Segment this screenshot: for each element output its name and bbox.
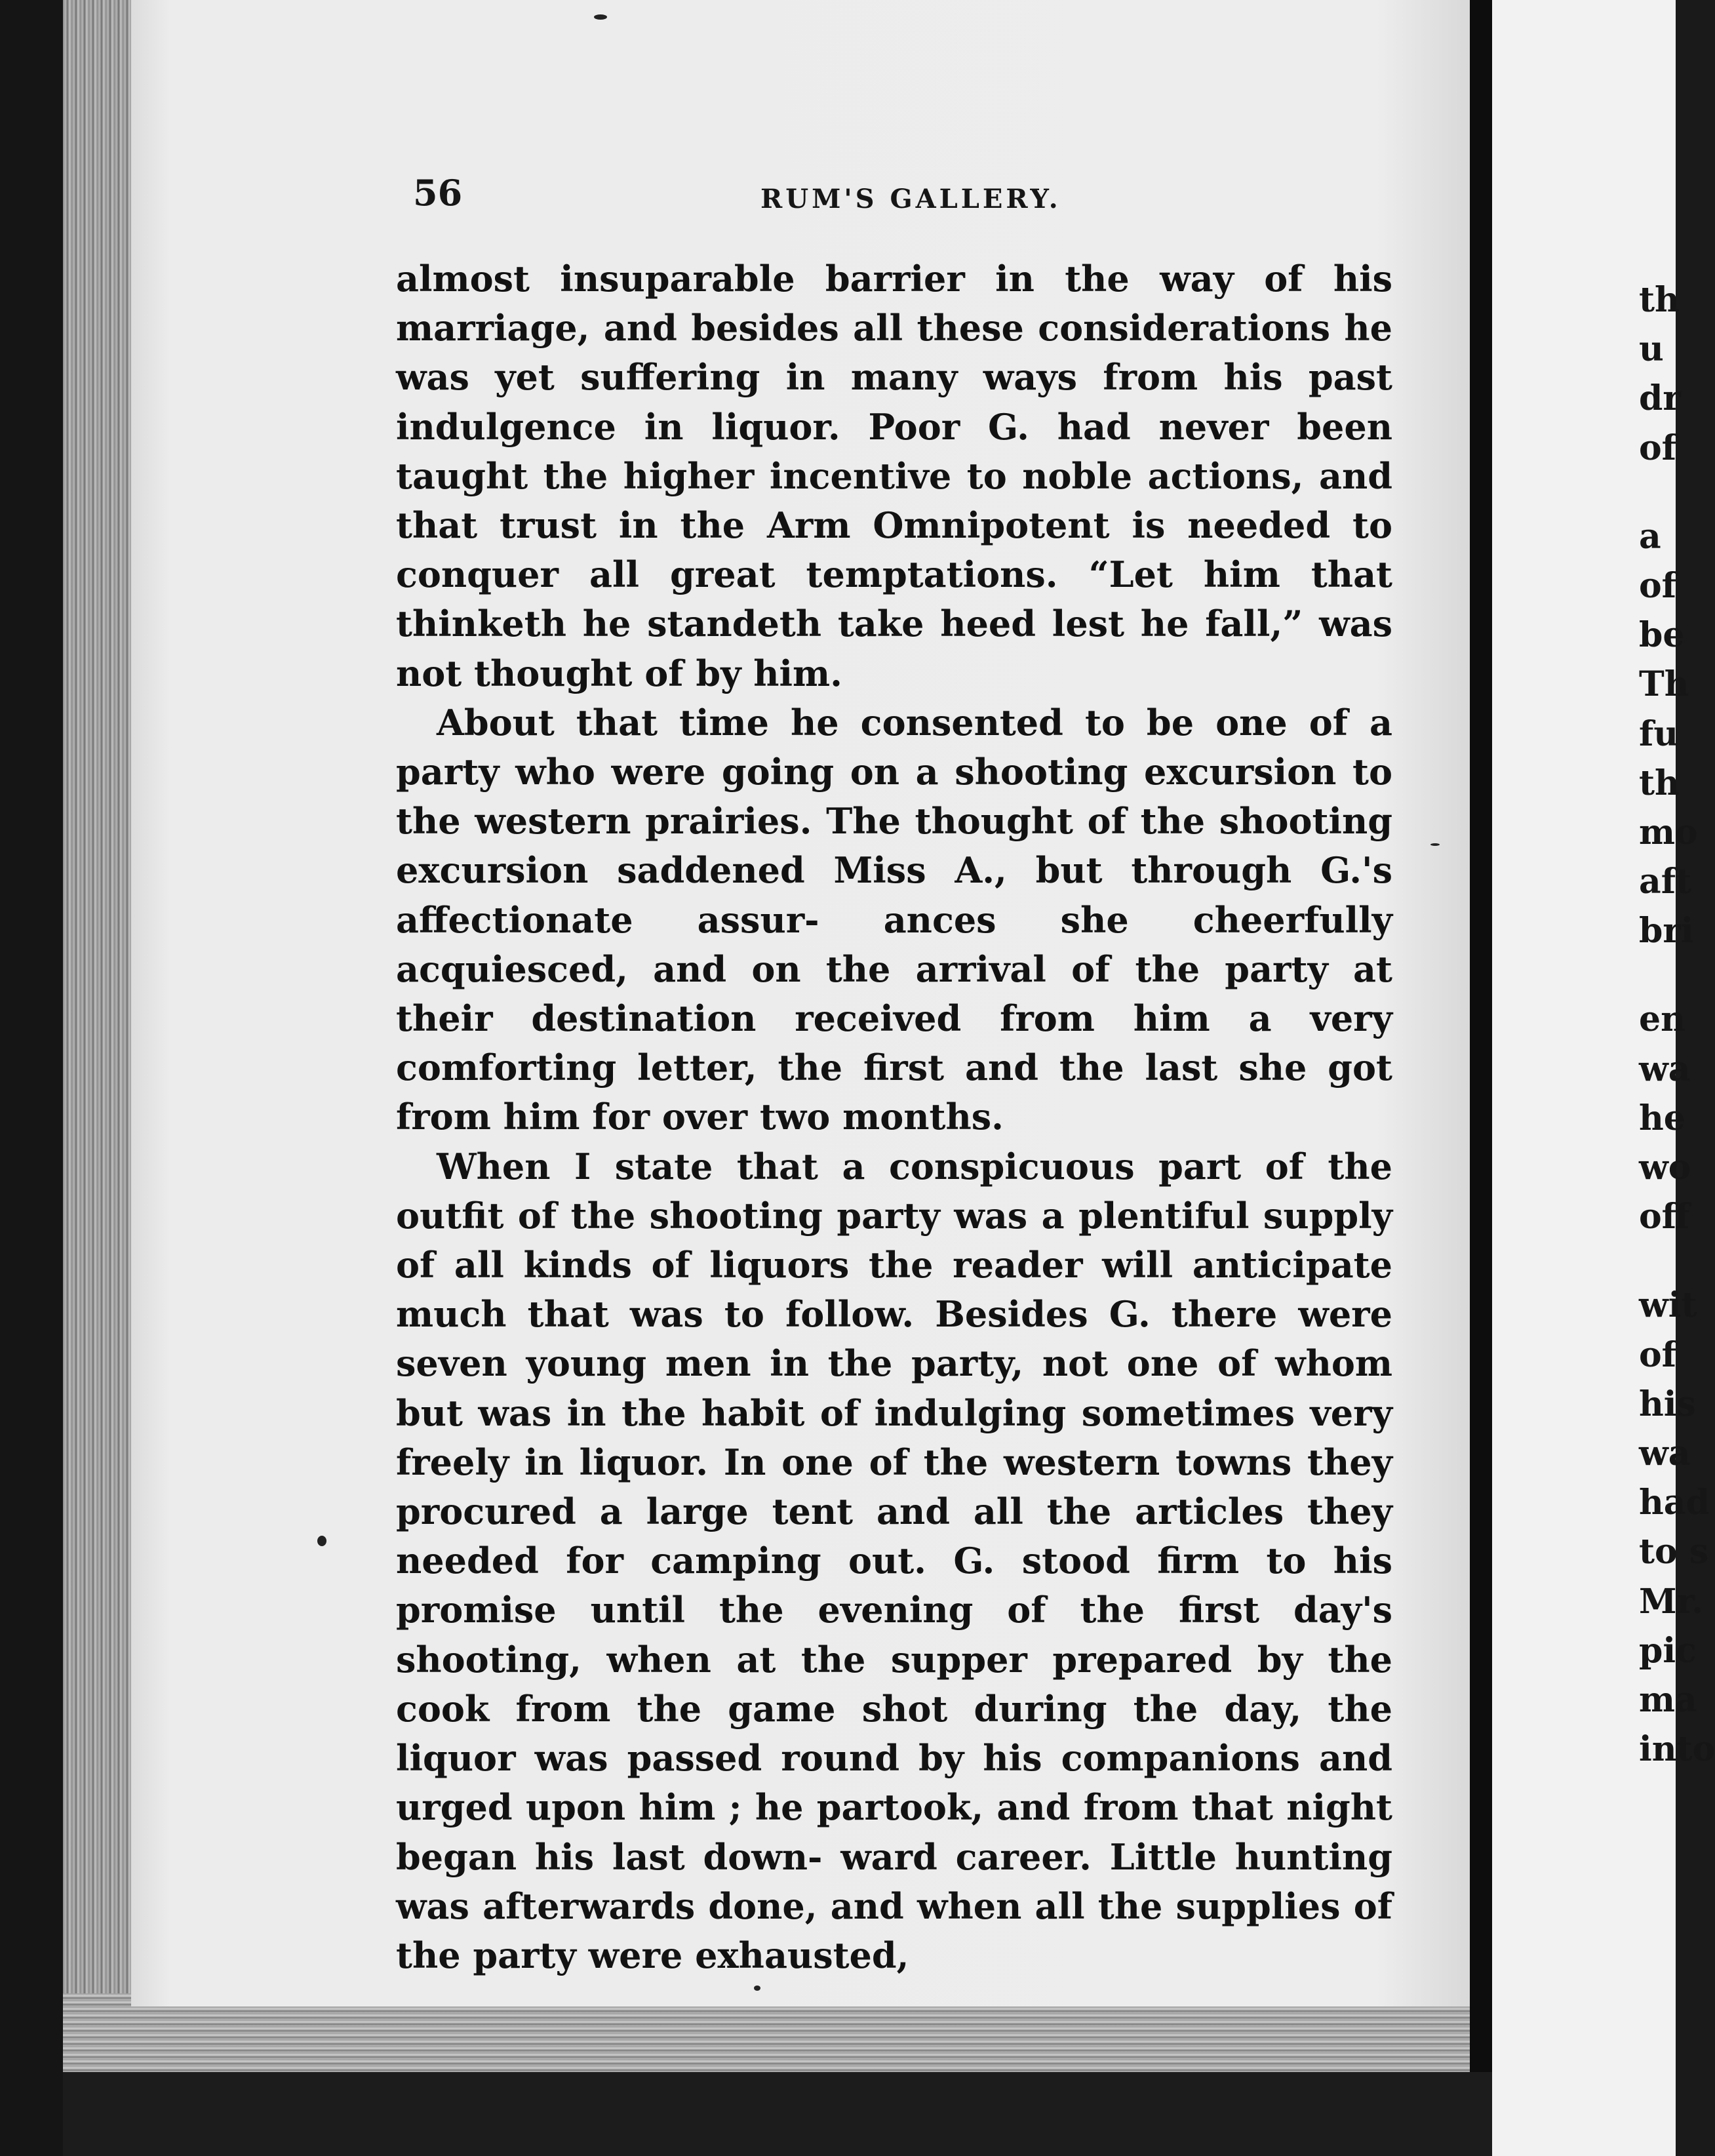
body-text [396, 254, 1392, 1980]
text-line: the articles they needed for camping out. G. stood [396, 1490, 1392, 1582]
neighbor-page-text [1639, 275, 1715, 1774]
text-line: indulging sometimes very freely in liquor. In one of [396, 1391, 1392, 1483]
text-line: almost insuparable barrier in the way of his marriage, [396, 258, 1392, 349]
text-line: passed round by his companions and urged upon him ; [396, 1737, 1392, 1829]
text-line: the party, not one of whom but was in the habit of [396, 1342, 1392, 1434]
fragment: had [1639, 1483, 1710, 1523]
text-line: prairies. The thought of the shooting excursion [396, 800, 1392, 892]
running-title: RUM'S GALLERY. [760, 184, 1061, 214]
fragment: Mr. [1639, 1581, 1704, 1622]
fragment-gap [1639, 955, 1676, 995]
text-line: When I state that a conspicuous part of the outfit of [396, 1145, 1392, 1237]
text-line: from the game shot during the day, the liquor was [396, 1687, 1392, 1780]
fragment: of [1639, 1334, 1677, 1375]
text-line: needed to conquer all great temptations. “Let him [396, 504, 1392, 596]
text-line: About that time he consented to be one of a party [396, 701, 1392, 793]
text-line: firm to his promise until the evening of the first day's [396, 1540, 1392, 1631]
fragment: wa [1639, 1433, 1691, 1473]
text-line: actions, and that trust in the Arm Omnipotent is [396, 454, 1392, 547]
fragment: his [1639, 1384, 1696, 1424]
fragment-gap [1639, 473, 1676, 512]
fragment: mo [1639, 812, 1698, 852]
scan-bottom-border [63, 2072, 1492, 2156]
ink-speck [754, 1986, 760, 1991]
fragment: u [1639, 329, 1664, 370]
book-page-edges [63, 0, 135, 2006]
ink-speck [594, 14, 607, 20]
text-line: shooting, when at the supper prepared by the cook [396, 1638, 1392, 1730]
fragment: wit [1639, 1285, 1697, 1326]
fragment: th [1639, 763, 1680, 803]
page-number: 56 [413, 172, 463, 214]
paragraph-2 [396, 698, 1392, 1142]
fragment: to s [1639, 1532, 1709, 1572]
text-line: follow. Besides G. there were seven young men in [396, 1293, 1392, 1385]
fragment: of [1639, 428, 1677, 468]
fragment: aft [1639, 862, 1692, 902]
fragment: Th [1639, 664, 1689, 705]
text-line: he partook, and from that night began his last down- [396, 1786, 1392, 1878]
text-line: the shooting party was a plentiful supply of all kinds [396, 1194, 1392, 1287]
book-gutter [1470, 0, 1492, 2072]
fragment: fu [1639, 713, 1679, 754]
paragraph-1 [396, 254, 1392, 698]
text-line: who were going on a shooting excursion to the western [396, 751, 1392, 843]
text-line: the party at their destination received from him a [396, 948, 1392, 1040]
fragment: be [1639, 615, 1685, 656]
text-line: that thinketh he standeth take heed lest he fall,” [396, 553, 1392, 645]
fragment: dr [1639, 378, 1681, 419]
ink-speck [1430, 843, 1440, 846]
running-header [413, 169, 1396, 228]
scan-border [0, 0, 63, 2156]
text-line: was not thought of by him. [396, 603, 1392, 694]
fragment: pic [1639, 1630, 1697, 1671]
ink-speck [317, 1536, 326, 1546]
fragment: wo [1639, 1148, 1691, 1188]
text-line: saddened Miss A., but through G.'s affectionate assur- [396, 849, 1392, 941]
fragment: into [1639, 1729, 1715, 1770]
fragment-gap [1639, 1241, 1676, 1281]
text-line: when all the supplies of the party were exhausted, [396, 1885, 1392, 1976]
text-line: very comforting letter, the first and the last she got [396, 997, 1393, 1089]
text-line: in many ways from his past indulgence in liquor. Poor [396, 356, 1392, 448]
text-line: and besides all these considerations he was yet suffering [396, 307, 1392, 399]
fragment: of [1639, 565, 1677, 606]
paragraph-3 [396, 1142, 1392, 1980]
fragment: off [1639, 1197, 1690, 1237]
text-line: G. had never been taught the higher incentive to noble [396, 405, 1392, 497]
text-line: the western towns they procured a large tent and all [396, 1441, 1392, 1533]
text-line: ances she cheerfully acquiesced, and on the arrival of [396, 898, 1392, 990]
text-line: from him for over two months. [396, 1096, 1004, 1138]
fragment: th [1639, 280, 1680, 320]
fragment: en [1639, 999, 1685, 1040]
fragment: a [1639, 516, 1661, 557]
fragment: bri [1639, 911, 1694, 951]
text-line: of liquors the reader will anticipate much that was to [396, 1244, 1392, 1336]
text-line: ward career. Little hunting was afterwards done, and [396, 1835, 1393, 1927]
fragment: wa [1639, 1048, 1691, 1089]
fragment: he [1639, 1098, 1685, 1138]
fragment: ma [1639, 1679, 1697, 1720]
